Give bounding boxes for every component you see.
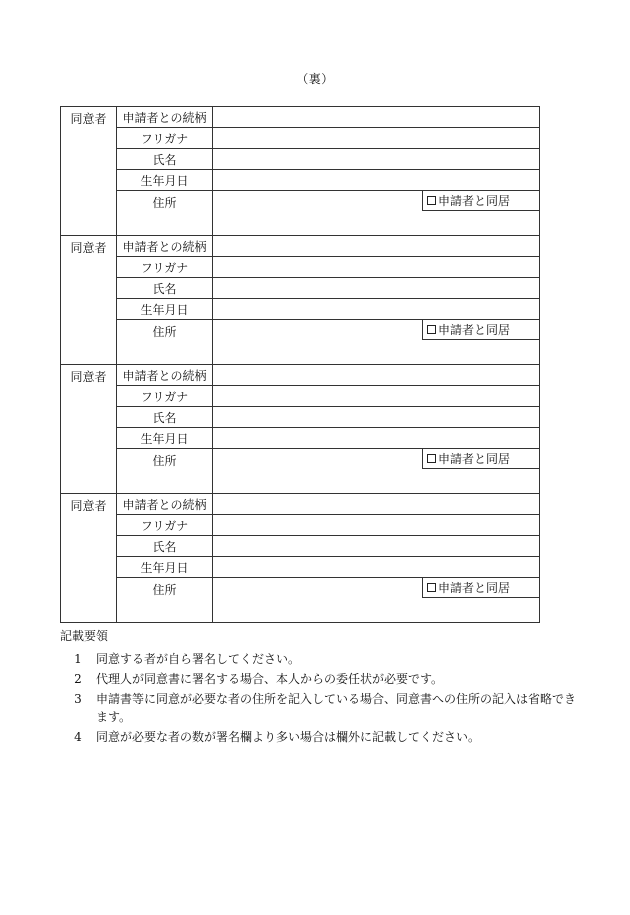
dob-row [61,299,540,320]
address-label: 住所 [117,449,213,494]
relation-label: 申請者との続柄 [117,494,213,515]
dob-row [61,557,540,578]
name-field[interactable] [213,149,540,170]
address-row [61,449,540,494]
relation-label: 申請者との続柄 [117,365,213,386]
instruction-text: 同意する者が自ら署名してください。 [96,652,301,666]
page-heading: （裏） [296,72,334,86]
address-label: 住所 [117,191,213,236]
cohabit-option[interactable] [422,191,539,211]
instruction-item [60,670,580,688]
name-row [61,278,540,299]
relation-row [61,494,540,515]
furigana-field[interactable] [213,257,540,278]
name-label: 氏名 [117,407,213,428]
furigana-row [61,257,540,278]
cohabit-option[interactable] [422,320,539,340]
name-label: 氏名 [117,149,213,170]
name-field[interactable] [213,278,540,299]
cohabit-label: 申請者と同居 [438,452,511,466]
instruction-number: 3 [74,692,82,706]
instructions-title: 記載要領 [60,629,109,643]
address-field[interactable] [213,578,540,623]
instruction-number: 2 [74,672,82,686]
relation-label: 申請者との続柄 [117,107,213,128]
relation-field[interactable] [213,494,540,515]
furigana-label: フリガナ [117,386,213,407]
dob-row [61,428,540,449]
furigana-label: フリガナ [117,257,213,278]
address-row [61,320,540,365]
address-field[interactable] [213,449,540,494]
dob-label: 生年月日 [117,428,213,449]
dob-field[interactable] [213,299,540,320]
instruction-number: 1 [74,652,82,666]
address-field[interactable] [213,320,540,365]
dob-field[interactable] [213,557,540,578]
cohabit-label: 申請者と同居 [438,194,511,208]
furigana-field[interactable] [213,515,540,536]
consenter-group-label: 同意者 [61,365,117,494]
furigana-label: フリガナ [117,128,213,149]
relation-field[interactable] [213,236,540,257]
instruction-item [60,650,580,668]
dob-label: 生年月日 [117,170,213,191]
name-field[interactable] [213,407,540,428]
cohabit-checkbox[interactable] [427,196,436,205]
name-label: 氏名 [117,278,213,299]
name-label: 氏名 [117,536,213,557]
address-label: 住所 [117,578,213,623]
address-field[interactable] [213,191,540,236]
name-field[interactable] [213,536,540,557]
address-label: 住所 [117,320,213,365]
dob-label: 生年月日 [117,299,213,320]
consenter-group-label: 同意者 [61,494,117,623]
name-row [61,149,540,170]
relation-row [61,107,540,128]
instruction-text: 申請書等に同意が必要な者の住所を記入している場合、同意書への住所の記入は省略できます。 [96,692,577,724]
relation-row [61,236,540,257]
dob-row [61,170,540,191]
instructions-section [60,627,580,748]
furigana-field[interactable] [213,386,540,407]
consent-signature-table [60,106,540,623]
cohabit-checkbox[interactable] [427,583,436,592]
furigana-row [61,386,540,407]
instructions-list [60,650,580,746]
instruction-item [60,728,580,746]
address-row [61,578,540,623]
dob-label: 生年月日 [117,557,213,578]
relation-label: 申請者との続柄 [117,236,213,257]
cohabit-option[interactable] [422,449,539,469]
furigana-row [61,515,540,536]
instruction-item [60,690,580,726]
relation-row [61,365,540,386]
consenter-group-label: 同意者 [61,107,117,236]
furigana-field[interactable] [213,128,540,149]
furigana-label: フリガナ [117,515,213,536]
cohabit-checkbox[interactable] [427,454,436,463]
consenter-group-label: 同意者 [61,236,117,365]
cohabit-option[interactable] [422,578,539,598]
address-row [61,191,540,236]
instruction-text: 代理人が同意書に署名する場合、本人からの委任状が必要です。 [96,672,444,686]
furigana-row [61,128,540,149]
relation-field[interactable] [213,365,540,386]
cohabit-label: 申請者と同居 [438,581,511,595]
name-row [61,536,540,557]
dob-field[interactable] [213,170,540,191]
cohabit-label: 申請者と同居 [438,323,511,337]
name-row [61,407,540,428]
relation-field[interactable] [213,107,540,128]
cohabit-checkbox[interactable] [427,325,436,334]
dob-field[interactable] [213,428,540,449]
instruction-text: 同意が必要な者の数が署名欄より多い場合は欄外に記載してください。 [96,730,481,744]
instruction-number: 4 [74,730,82,744]
